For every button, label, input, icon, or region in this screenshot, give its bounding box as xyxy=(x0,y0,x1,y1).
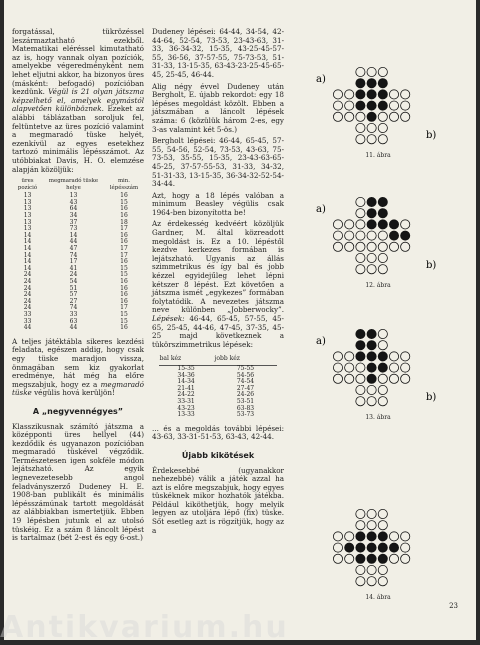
hole-empty xyxy=(356,565,365,574)
peg-filled xyxy=(367,209,376,218)
hole-empty xyxy=(389,101,398,110)
peg-filled xyxy=(367,90,376,99)
table-cell: 13-33 xyxy=(177,411,195,419)
figure-label-b: b) xyxy=(426,130,437,141)
table-cell: 24 xyxy=(23,284,32,292)
hole-empty xyxy=(356,112,365,121)
hole-empty xyxy=(367,577,376,586)
hole-empty xyxy=(345,352,354,361)
hole-empty xyxy=(345,220,354,229)
peg-filled xyxy=(356,90,365,99)
peg-filled xyxy=(378,532,387,541)
hole-empty xyxy=(356,265,365,274)
hole-empty xyxy=(333,242,342,251)
hole-empty xyxy=(389,363,398,372)
section-heading: Újabb kikötések xyxy=(181,450,255,460)
table-cell: 14 xyxy=(23,264,32,272)
table-cell: 24 xyxy=(69,271,78,279)
moves-table xyxy=(159,355,278,418)
peg-filled xyxy=(401,231,410,240)
table-cell: 15 xyxy=(120,317,128,325)
table-cell: 47 xyxy=(69,245,78,253)
hole-empty xyxy=(356,209,365,218)
figure-caption: 14. ábra xyxy=(365,594,391,601)
table-cell: 15 xyxy=(120,310,128,318)
table-cell: 34-36 xyxy=(177,371,195,379)
hole-empty xyxy=(356,509,365,518)
table-cell: 27-47 xyxy=(236,384,255,392)
paragraph: A teljes játéktábla sikeres kezdési feladata, egészen addig, hogy csak egy tüske maradjon vissza, önmagában sem kiz gyakorlat eredménye, hát még ha előre megszabjuk, hogy ez a megmaradó tüske végülis hová kerüljön! xyxy=(12,336,144,398)
hole-empty xyxy=(401,543,410,552)
figure-caption: 12. ábra xyxy=(365,282,391,289)
table-cell: 16 xyxy=(120,324,128,332)
table-cell: 57 xyxy=(69,291,78,299)
table-cell: 74-54 xyxy=(236,378,255,386)
hole-empty xyxy=(401,242,410,251)
table-row xyxy=(159,406,278,413)
table-cell: 15-35 xyxy=(177,364,195,372)
table-cell: 16 xyxy=(120,192,128,200)
peg-board-diagram xyxy=(298,196,458,280)
table-cell: 16 xyxy=(120,238,128,246)
hole-empty xyxy=(345,90,354,99)
table-cell: 33 xyxy=(69,310,78,318)
table-cell: 44 xyxy=(69,324,78,332)
table-cell: 33 xyxy=(23,310,32,318)
table-cell: 16 xyxy=(120,205,128,213)
table-cell: 54-56 xyxy=(236,371,255,379)
paragraph: Érdekesebbé (ugyanakkor nehezebbé) válik a játék azzal ha azt is előre megszabjuk, hogy egyes tüskéknek mikor hozhatók játékba. Például kiköthetjük, hogy melyik legyen az utoljára lépő (fix) tüske. Sőt esetleg azt is rögzítjük, hogy az a xyxy=(152,465,284,535)
hole-empty xyxy=(356,374,365,383)
hole-empty xyxy=(389,352,398,361)
peg-filled xyxy=(367,101,376,110)
table-cell: 14 xyxy=(23,245,32,253)
paragraph: Azt, hogy a 18 lépés valóban a minimum Beasley végülis csak 1964-ben bizonyította be! xyxy=(152,190,284,217)
hole-empty xyxy=(367,265,376,274)
hole-empty xyxy=(333,554,342,563)
paragraph: Az érdekesség kedvéért közöljük Gardner, M. által közreadott megoldást is. Ez a 10. lépéstől kezdve kerkezes formában is lejátszható. Ugyanis az állás szimmetrikus és így bal és jobb kézzel egyidejűleg lehet lépni kétszer 8 lépést. Ezt követően a játszma ismét „egykezes” formában folytatódik. A nevezetes játszma neve különben „Jobberwocky”. Lépések: 46-44, 65-45, 57-55, 45-65, 25-45, 44-46, 47-45, 37-35, 45-25 majd következnek a tükörszimmetrikus lépések: xyxy=(152,219,284,349)
hole-empty xyxy=(389,374,398,383)
table-row xyxy=(159,386,278,393)
paragraph: Dudeney lépései: 64-44, 34-54, 42-44-64, 52-54, 73-53, 23-43-63, 31-33, 36-34-32, 15-35, 43-25-45-57-55, 36-56, 37-57-55, 75-73-53, 51-31-33, 13-15-35, 63-43-23-25-45-65-45, 25-45, 46-44. xyxy=(152,27,284,79)
table-row xyxy=(12,325,144,332)
figure-14 xyxy=(298,508,458,601)
table-cell: 13 xyxy=(23,192,32,200)
hole-empty xyxy=(378,231,387,240)
table-cell: 14 xyxy=(23,251,32,259)
paragraph: Bergholt lépései: 46-44, 65-45, 57-55, 54-56, 52-54, 73-53, 43-63, 75-73-53, 35-55, 15-35, 23-43-63-65-45-25, 37-57-55-53, 31-33, 34-32, 51-31-33, 13-15-35, 36-34-32-52-54-34-44. xyxy=(152,136,284,189)
peg-filled xyxy=(378,101,387,110)
hole-empty xyxy=(378,509,387,518)
hole-empty xyxy=(356,242,365,251)
hole-empty xyxy=(333,112,342,121)
peg-filled xyxy=(378,79,387,88)
peg-filled xyxy=(367,554,376,563)
hole-empty xyxy=(367,385,376,394)
hole-empty xyxy=(378,521,387,530)
hole-empty xyxy=(345,112,354,121)
paragraph: forgatással, tükrözéssel leszármaztatható ezekből. Matematikai eléréssel kimutatható az is, hogy vannak olyan pozíciók, amelyekbe végeredményként nem lehet eljutni akkor, ha bizonyos üres (másként: befogadó) pozícióban kezdünk. Végül is 21 olyan játszma képzelhető el, amelyek egymástól alapvetően különböznek. Ezeket az alábbi táblázatban soroljuk fel, feltüntetve az üres pozíció valamint a megmaradó tüske helyét, ezenkívül az egyes esetekhez tartozó minimális lépésszámot. Az utóbbiakat Davis, H. O. elemzése alapján közöljük: xyxy=(12,27,144,174)
table-cell: 13 xyxy=(23,198,32,206)
hole-empty xyxy=(367,565,376,574)
table-cell: 24-26 xyxy=(236,391,255,399)
peg-filled xyxy=(367,363,376,372)
table-cell: 41 xyxy=(69,264,78,272)
peg-filled xyxy=(378,197,387,206)
table-cell: 24 xyxy=(23,304,32,312)
peg-filled xyxy=(367,112,376,121)
table-cell: 15 xyxy=(120,198,128,206)
hole-empty xyxy=(367,242,376,251)
hole-empty xyxy=(345,242,354,251)
hole-empty xyxy=(401,374,410,383)
hole-empty xyxy=(378,374,387,383)
hole-empty xyxy=(356,521,365,530)
peg-filled xyxy=(389,543,398,552)
table-header: min. lépésszám xyxy=(109,178,139,191)
table-cell: 33-31 xyxy=(177,397,195,405)
hole-empty xyxy=(333,363,342,372)
table-row xyxy=(159,365,278,372)
peg-filled xyxy=(367,543,376,552)
hole-empty xyxy=(356,123,365,132)
paragraph: ... és a megoldás további lépései: 43-63, 33-31-51-53, 63-43, 42-44. xyxy=(152,423,284,442)
table-cell: 21-41 xyxy=(177,384,195,392)
peg-filled xyxy=(356,101,365,110)
table-cell: 16 xyxy=(120,231,128,239)
table-row xyxy=(159,392,278,399)
hole-empty xyxy=(356,197,365,206)
peg-filled xyxy=(367,374,376,383)
solutions-table xyxy=(12,178,144,332)
hole-empty xyxy=(345,231,354,240)
hole-empty xyxy=(356,577,365,586)
table-cell: 16 xyxy=(120,297,128,305)
hole-empty xyxy=(401,352,410,361)
figure-label-a: a) xyxy=(316,204,326,215)
peg-filled xyxy=(356,554,365,563)
peg-filled xyxy=(356,352,365,361)
table-cell: 17 xyxy=(120,304,128,312)
table-cell: 16 xyxy=(120,212,128,220)
table-header: bal kéz xyxy=(159,355,214,365)
hole-empty xyxy=(356,397,365,406)
hole-empty xyxy=(356,385,365,394)
peg-filled xyxy=(378,363,387,372)
hole-empty xyxy=(401,532,410,541)
table-cell: 34 xyxy=(69,212,78,220)
hole-empty xyxy=(333,101,342,110)
peg-filled xyxy=(356,532,365,541)
table-cell: 13 xyxy=(23,218,32,226)
table-cell: 15 xyxy=(120,264,128,272)
paragraph: Alig négy évvel Dudeney után Bergholt, E. újabb rekordot: egy 18 lépéses megoldást közölt. Ebben a játszmában a láncolt lépések száma: 6 (közülük három 2-es, egy 3-as valamint két 5-ös.) xyxy=(152,81,284,134)
peg-filled xyxy=(389,220,398,229)
hole-empty xyxy=(356,363,365,372)
column-2 xyxy=(152,28,284,538)
table-cell: 44 xyxy=(69,238,78,246)
table-cell: 51 xyxy=(69,284,78,292)
hole-empty xyxy=(345,363,354,372)
hole-empty xyxy=(367,231,376,240)
figure-13 xyxy=(298,328,458,421)
table-cell: 16 xyxy=(120,258,128,266)
table-cell: 75-55 xyxy=(236,364,255,372)
table-cell: 53-73 xyxy=(236,411,255,419)
table-header: üres pozíció xyxy=(17,178,38,191)
figure-label-a: a) xyxy=(316,336,326,347)
section-heading: A „negyvennégyes” xyxy=(32,406,124,416)
hole-empty xyxy=(401,220,410,229)
table-cell: 13 xyxy=(69,192,78,200)
peg-board-diagram xyxy=(298,508,458,592)
table-cell: 43 xyxy=(69,198,78,206)
hole-empty xyxy=(333,374,342,383)
table-cell: 24 xyxy=(23,278,32,285)
peg-board-diagram xyxy=(298,66,458,150)
table-cell: 53-51 xyxy=(236,397,255,405)
hole-empty xyxy=(378,397,387,406)
table-cell: 14 xyxy=(23,238,32,246)
table-cell: 74 xyxy=(69,304,78,312)
watermark: Antikvarium.hu xyxy=(0,610,289,645)
peg-filled xyxy=(378,90,387,99)
table-cell: 74 xyxy=(69,251,78,259)
hole-empty xyxy=(345,532,354,541)
hole-empty xyxy=(333,231,342,240)
table-cell: 14 xyxy=(23,231,32,239)
hole-empty xyxy=(378,253,387,262)
hole-empty xyxy=(401,554,410,563)
paragraph: Klasszikusnak számító játszma a középponti üres hellyel (44) kezdődik és ugyanazon pozícióban megmaradó tüskével végződik. Természetesen igen sokféle módon lejátszható. Az egyik legnevezetesebb angol feladványszerző Dudeney H. E. 1908-ban publikált és minimális lépésszámúnak tartott megoldását az alábbiakban ismertetjük. Ebben 19 lépésben jutunk el az utolsó tüskéig. Ez a szám 8 láncolt lépést is tartalmaz (bét 2-est és egy 6-ost.) xyxy=(12,421,144,543)
hole-empty xyxy=(378,341,387,350)
hole-empty xyxy=(378,67,387,76)
page-number: 23 xyxy=(449,602,458,610)
table-cell: 14-34 xyxy=(177,378,195,386)
magazine-page xyxy=(4,0,476,640)
table-cell: 16 xyxy=(120,278,128,285)
table-cell: 27 xyxy=(69,297,78,305)
hole-empty xyxy=(367,509,376,518)
hole-empty xyxy=(378,329,387,338)
hole-empty xyxy=(356,231,365,240)
table-cell: 63-83 xyxy=(236,404,255,412)
hole-empty xyxy=(345,554,354,563)
figure-12 xyxy=(298,196,458,289)
peg-filled xyxy=(378,209,387,218)
peg-board-diagram xyxy=(298,328,458,412)
hole-empty xyxy=(356,220,365,229)
table-cell: 33 xyxy=(23,317,32,325)
hole-empty xyxy=(356,253,365,262)
table-cell: 63 xyxy=(69,317,78,325)
table-cell: 43-23 xyxy=(177,404,195,412)
figure-label-b: b) xyxy=(426,392,437,403)
peg-filled xyxy=(367,341,376,350)
hole-empty xyxy=(378,265,387,274)
table-cell: 64 xyxy=(69,205,78,213)
hole-empty xyxy=(389,112,398,121)
hole-empty xyxy=(389,554,398,563)
table-cell: 18 xyxy=(120,218,128,226)
peg-filled xyxy=(378,352,387,361)
table-cell: 24-22 xyxy=(177,391,195,399)
table-row xyxy=(159,373,278,380)
peg-filled xyxy=(356,329,365,338)
table-cell: 24 xyxy=(23,291,32,299)
table-cell: 15 xyxy=(120,271,128,279)
table-cell: 17 xyxy=(120,245,128,253)
table-cell: 16 xyxy=(120,284,128,292)
column-1 xyxy=(12,28,144,546)
hole-empty xyxy=(401,101,410,110)
hole-empty xyxy=(345,101,354,110)
hole-empty xyxy=(367,135,376,144)
hole-empty xyxy=(401,363,410,372)
table-cell: 44 xyxy=(23,324,32,332)
peg-filled xyxy=(345,543,354,552)
table-cell: 37 xyxy=(69,218,78,226)
table-cell: 73 xyxy=(69,225,78,233)
peg-filled xyxy=(378,543,387,552)
table-cell: 13 xyxy=(23,212,32,220)
hole-empty xyxy=(333,352,342,361)
hole-empty xyxy=(345,374,354,383)
table-cell: 14 xyxy=(23,258,32,266)
hole-empty xyxy=(378,577,387,586)
figure-label-b: b) xyxy=(426,260,437,271)
hole-empty xyxy=(367,67,376,76)
peg-filled xyxy=(356,79,365,88)
table-cell: 16 xyxy=(120,291,128,299)
hole-empty xyxy=(356,135,365,144)
figure-11 xyxy=(298,66,458,159)
table-cell: 54 xyxy=(69,278,78,285)
peg-filled xyxy=(367,352,376,361)
table-cell: 13 xyxy=(23,205,32,213)
table-header: jobb kéz xyxy=(214,355,278,365)
hole-empty xyxy=(378,565,387,574)
table-cell: 14 xyxy=(69,231,78,239)
hole-empty xyxy=(401,112,410,121)
hole-empty xyxy=(401,90,410,99)
table-cell: 17 xyxy=(120,225,128,233)
table-cell: 24 xyxy=(23,297,32,305)
hole-empty xyxy=(389,532,398,541)
hole-empty xyxy=(367,397,376,406)
hole-empty xyxy=(367,123,376,132)
hole-empty xyxy=(367,253,376,262)
hole-empty xyxy=(333,90,342,99)
hole-empty xyxy=(333,220,342,229)
table-header: megmaradó tüske helye xyxy=(48,178,99,191)
hole-empty xyxy=(333,543,342,552)
hole-empty xyxy=(378,112,387,121)
table-cell: 13 xyxy=(23,225,32,233)
hole-empty xyxy=(389,242,398,251)
figure-caption: 13. ábra xyxy=(365,414,391,421)
peg-filled xyxy=(367,79,376,88)
peg-filled xyxy=(367,329,376,338)
table-cell: 24 xyxy=(23,271,32,279)
hole-empty xyxy=(378,385,387,394)
hole-empty xyxy=(378,242,387,251)
figure-caption: 11. ábra xyxy=(365,152,391,159)
peg-filled xyxy=(378,220,387,229)
peg-filled xyxy=(356,341,365,350)
table-cell: 17 xyxy=(69,258,78,266)
table-row xyxy=(159,379,278,386)
table-row xyxy=(159,399,278,406)
hole-empty xyxy=(333,532,342,541)
peg-filled xyxy=(367,220,376,229)
peg-filled xyxy=(356,543,365,552)
table-cell: 17 xyxy=(120,251,128,259)
figure-label-a: a) xyxy=(316,74,326,85)
peg-filled xyxy=(367,197,376,206)
table-row xyxy=(159,412,278,419)
hole-empty xyxy=(378,123,387,132)
hole-empty xyxy=(367,521,376,530)
peg-filled xyxy=(367,532,376,541)
peg-filled xyxy=(378,554,387,563)
hole-empty xyxy=(356,67,365,76)
hole-empty xyxy=(378,135,387,144)
peg-filled xyxy=(389,231,398,240)
hole-empty xyxy=(389,90,398,99)
